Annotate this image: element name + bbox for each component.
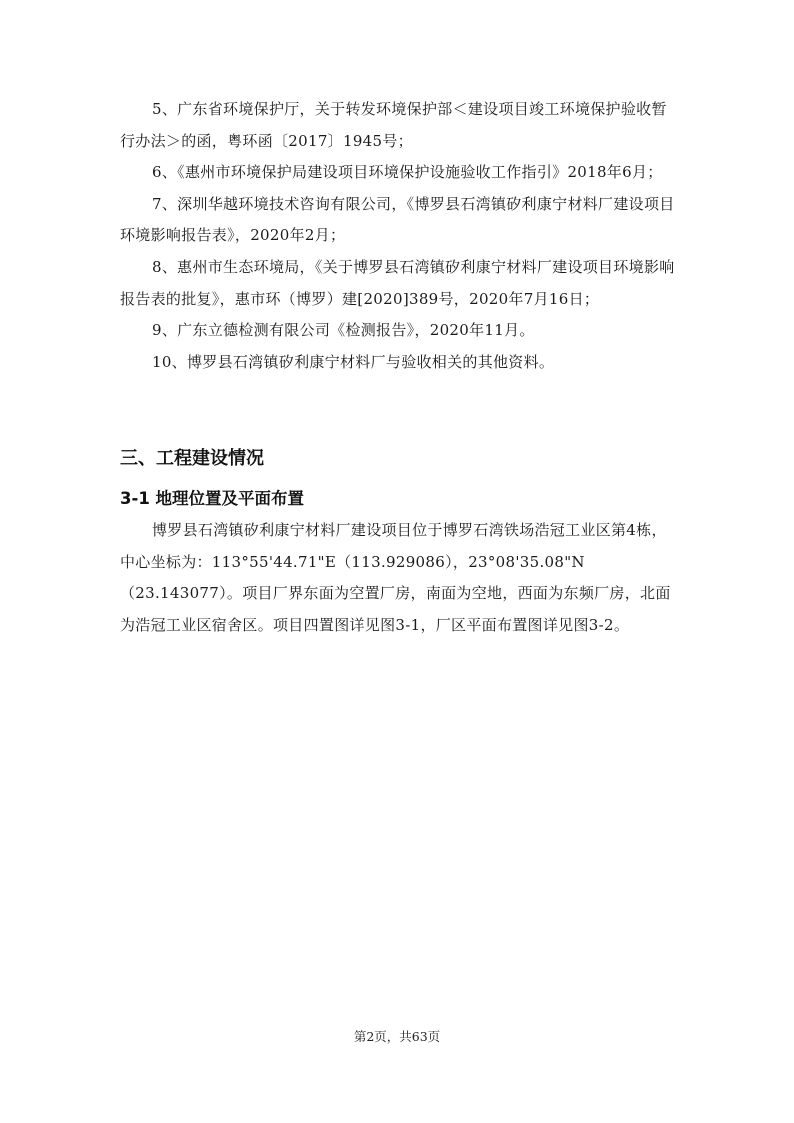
reference-item-10: 10、博罗县石湾镇矽利康宁材料厂与验收相关的其他资料。 xyxy=(152,352,555,371)
location-paragraph: 博罗县石湾镇矽利康宁材料厂建设项目位于博罗石湾铁场浩冠工业区第4栋，中心坐标为：113°55'44.71"E（113.929086），23°08'35.08"N（23.143077）。项目厂界东面为空置厂房，南面为空地，西面为东频厂房，北面为浩冠工业区宿舍区。项目四置图详见图3-1，厂区平面布置图详见图3-2。 xyxy=(120,521,671,634)
subsection-heading: 3-1 地理位置及平面布置 xyxy=(120,489,305,508)
reference-item-7: 7、深圳华越环境技术咨询有限公司，《博罗县石湾镇矽利康宁材料厂建设项目环境影响报告表》，2020年2月； xyxy=(120,194,675,245)
page-footer: 第2页，共63页 xyxy=(353,1029,441,1044)
reference-item-9: 9、广东立德检测有限公司《检测报告》，2020年11月。 xyxy=(152,321,535,340)
reference-list xyxy=(120,94,680,378)
section-heading: 三、工程建设情况 xyxy=(120,448,264,469)
reference-item-8: 8、惠州市生态环境局，《关于博罗县石湾镇矽利康宁材料厂建设项目环境影响报告表的批复》，惠市环（博罗）建[2020]389号，2020年7月16日； xyxy=(120,257,675,308)
reference-item-5: 5、广东省环境保护厅，关于转发环境保护部＜建设项目竣工环境保护验收暂行办法＞的函，粤环函〔2017〕1945号； xyxy=(120,100,667,150)
reference-item-6: 6、《惠州市环境保护局建设项目环境保护设施验收工作指引》2018年6月； xyxy=(152,163,663,182)
